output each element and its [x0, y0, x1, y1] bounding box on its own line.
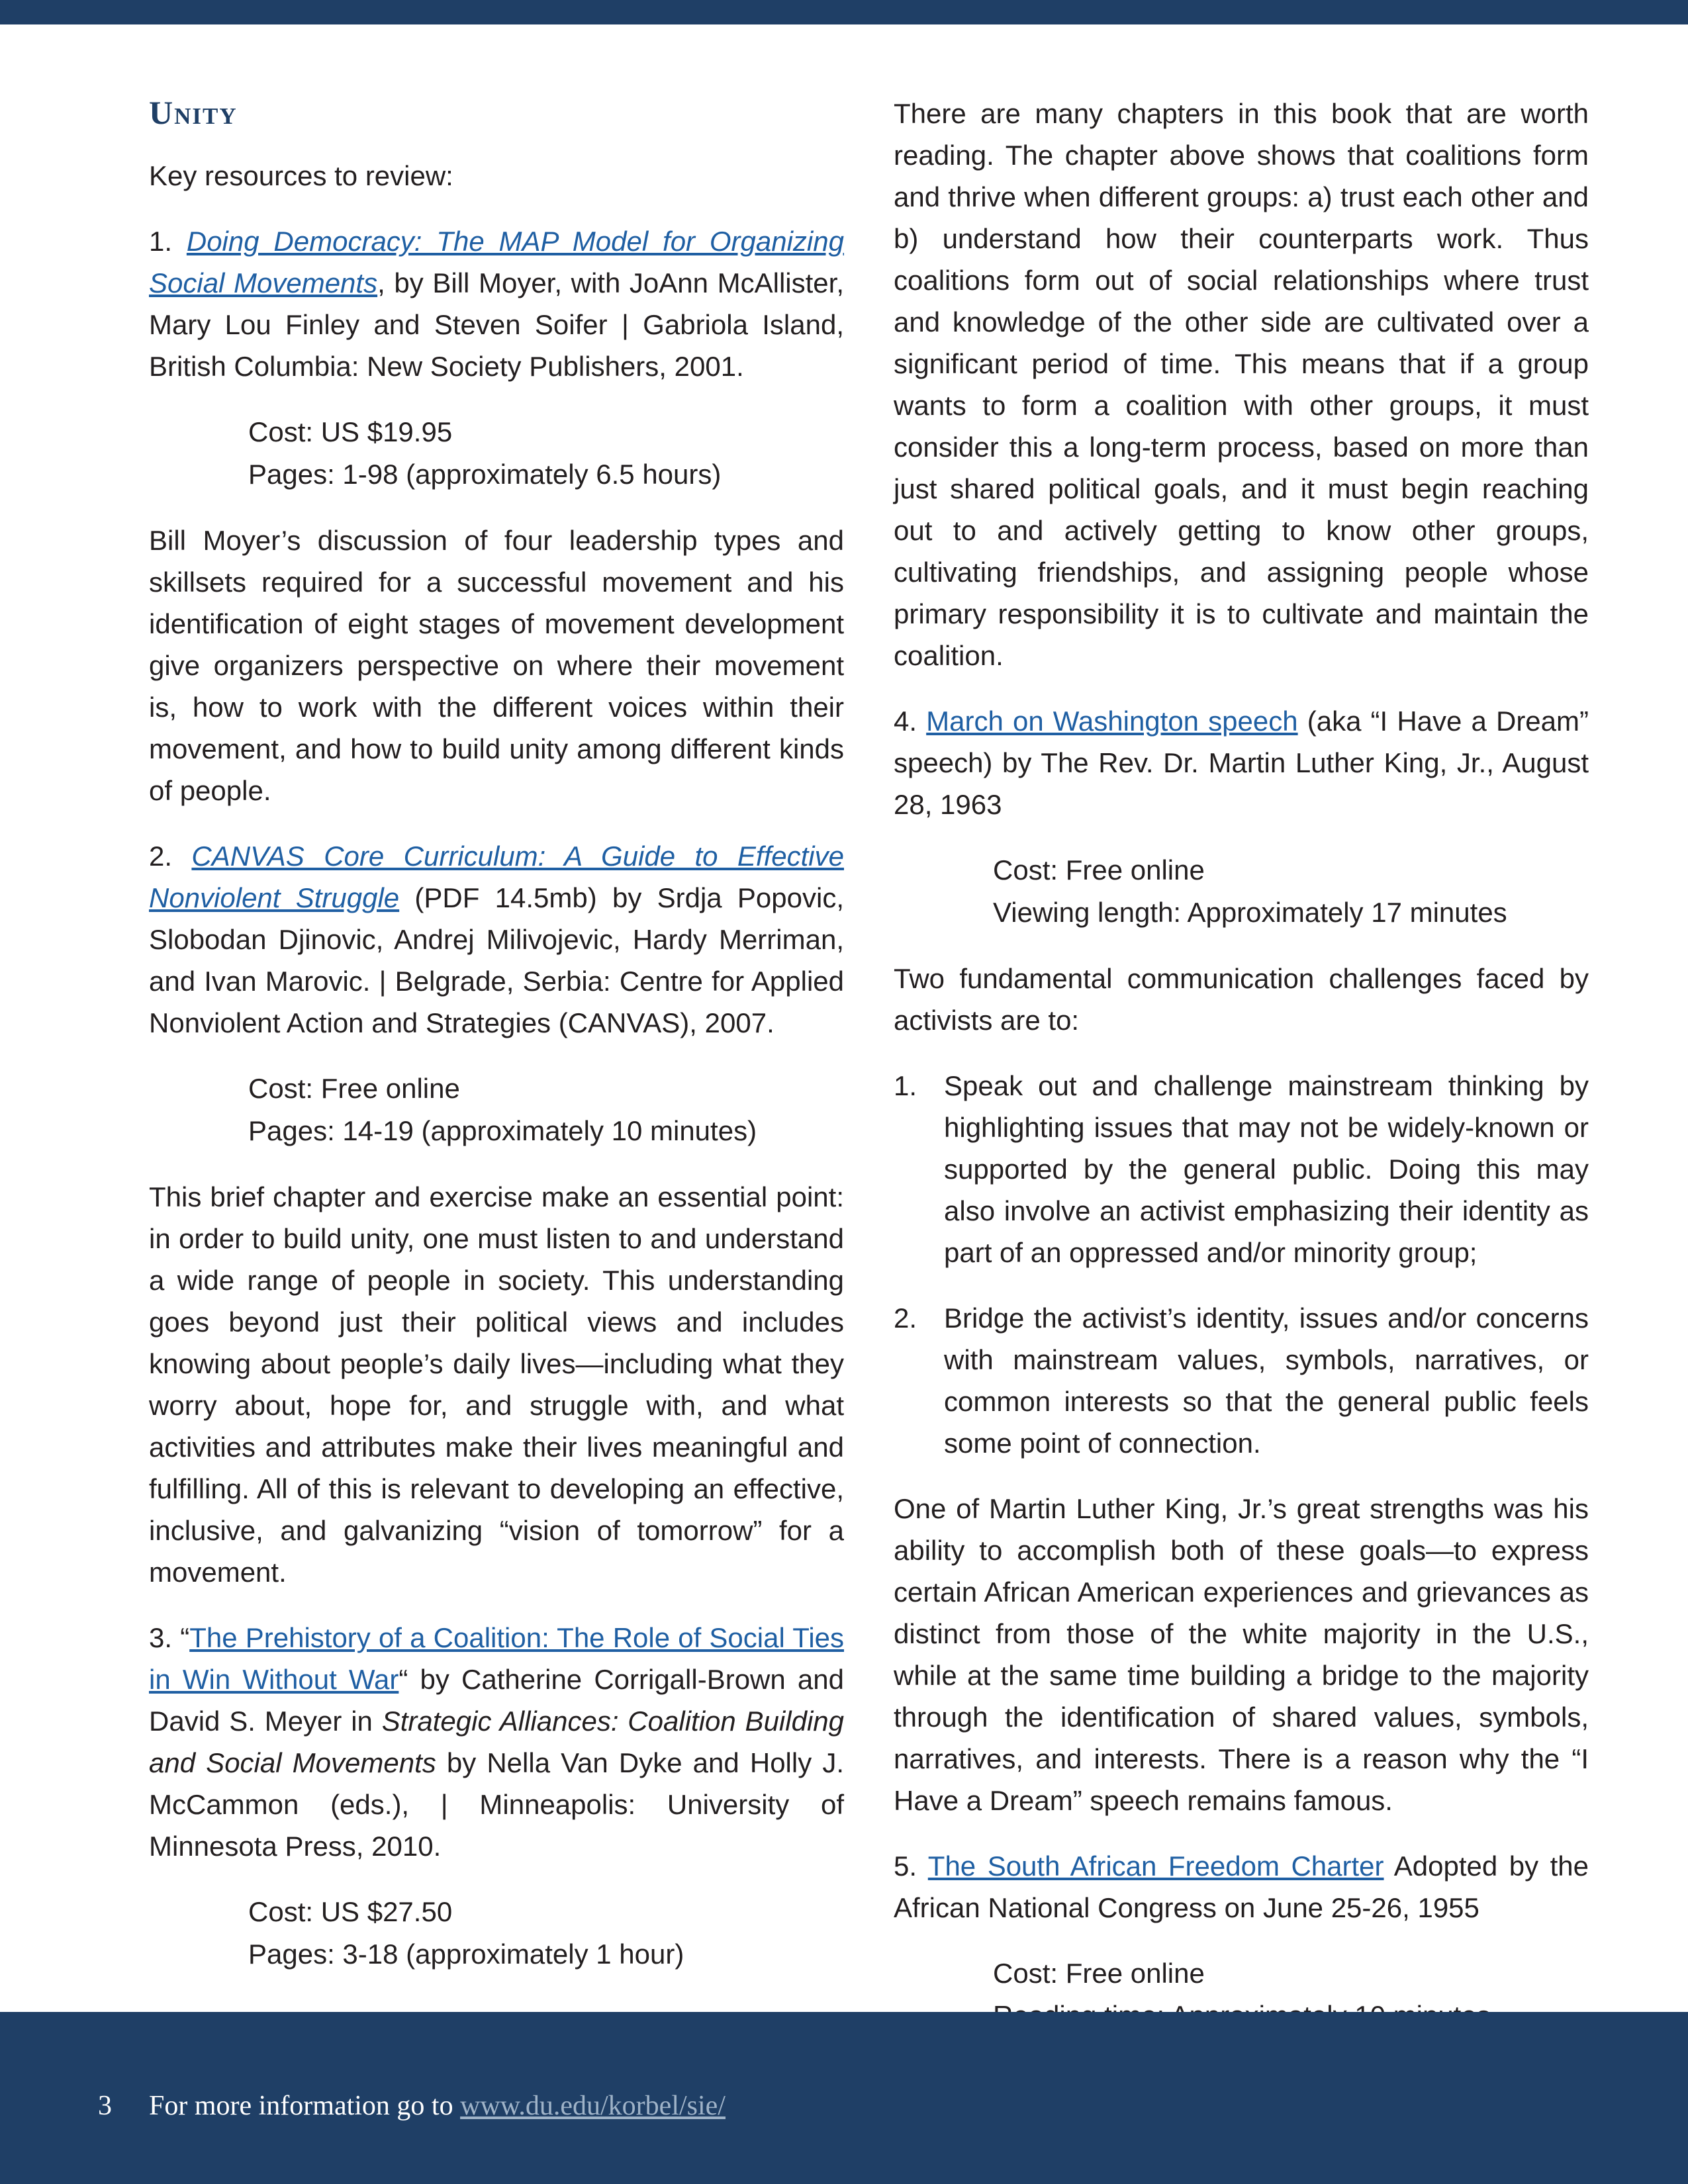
resource-4-number: 4.: [894, 705, 927, 737]
resource-5: [894, 1845, 1589, 1929]
resource-1-citation: , by Bill Moyer, with JoAnn McAllister, Mary Lou Finley and Steven Soifer | Gabriola Island, British Columbia: New Society Publishers, 2001.: [149, 267, 844, 382]
resource-5-citation: Adopted by the African National Congress on June 25-26, 1955: [894, 1850, 1589, 1923]
resource-3: [149, 1617, 844, 1867]
resource-5-cost: Cost: Free online: [993, 1958, 1205, 1989]
resource-2-citation: (PDF 14.5mb) by Srdja Popovic, Slobodan Djinovic, Andrej Milivojevic, Hardy Merriman, and Ivan Marovic. | Belgrade, Serbia: Centre for Applied Nonviolent Action and Strategies (CANVAS), 2007.: [149, 882, 845, 1038]
list-item-number: 2.: [894, 1302, 917, 1334]
resource-4-link[interactable]: March on Washington speech: [926, 705, 1298, 737]
resource-4-meta: [993, 849, 1589, 934]
resource-2-link[interactable]: CANVAS Core Curriculum: A Guide to Effective Nonviolent Struggle: [149, 841, 844, 913]
resource-3-cost: Cost: US $27.50: [248, 1896, 453, 1927]
resource-1: [149, 220, 844, 387]
resource-1-pages: Pages: 1-98 (approximately 6.5 hours): [248, 459, 722, 490]
resource-4: [894, 700, 1589, 825]
section-heading: Unity: [149, 94, 238, 131]
coalition-paragraph: There are many chapters in this book that are worth reading. The chapter above shows that coalitions form and thrive when different groups: a) trust each other and b) understand how their counterparts work. Thus coalitions form out of social relationships where trust and knowledge of the other side are cultivated over a significant period of time. This means that if a group wants to form a coalition with other groups, it must consider this a long-term process, based on more than just shared political goals, and it must begin reaching out to and actively getting to know other groups, cultivating friendships, and assigning people whose primary responsibility it is to cultivate and maintain the coalition.: [894, 98, 1589, 671]
list-item: [894, 1297, 1589, 1464]
resource-1-number: 1.: [149, 226, 187, 257]
resource-3-citation-end: by Nella Van Dyke and Holly J. McCammon (eds.), | Minneapolis: University of Minnesota Press, 2010.: [149, 1747, 844, 1862]
list-item-number: 1.: [894, 1070, 917, 1101]
resource-4-citation: (aka “I Have a Dream” speech) by The Rev. Dr. Martin Luther King, Jr., August 28, 1963: [894, 705, 1589, 820]
resource-2: [149, 835, 844, 1044]
list-item-text: Bridge the activist’s identity, issues and/or concerns with mainstream values, symbols, narratives, or common interests so that the general public feels some point of connection.: [944, 1302, 1589, 1459]
resource-5-link[interactable]: The South African Freedom Charter: [927, 1850, 1384, 1882]
resource-3-meta: [248, 1891, 844, 1976]
mlk-paragraph: One of Martin Luther King, Jr.’s great strengths was his ability to accomplish both of these goals—to express certain African American experiences and grievances as distinct from those of the white majority in the U.S., while at the same time building a bridge to the majority through the identification of shared values, symbols, narratives, and interests. There is a reason why the “I Have a Dream” speech remains famous.: [894, 1493, 1589, 1816]
resource-4-cost: Cost: Free online: [993, 854, 1205, 886]
list-item-text: Speak out and challenge mainstream thinking by highlighting issues that may not be widely-known or supported by the general public. Doing this may also involve an activist emphasizing their identity as part of an oppressed and/or minority group;: [944, 1070, 1589, 1268]
footer-info-text: For more information go to: [149, 2091, 461, 2121]
right-column: [894, 93, 1589, 2061]
challenges-intro: Two fundamental communication challenges faced by activists are to:: [894, 963, 1589, 1036]
resource-2-description: This brief chapter and exercise make an essential point: in order to build unity, one must listen to and understand a wide range of people in society. This understanding goes beyond just their political views and includes knowing about people’s daily lives—including what they worry about, hope for, and struggle with, and what activities and attributes make their lives meaningful and fulfilling. All of this is relevant to developing an effective, inclusive, and galvanizing “vision of tomorrow” for a movement.: [149, 1181, 844, 1588]
resource-1-description: Bill Moyer’s discussion of four leadership types and skillsets required for a successful movement and his identification of eight stages of movement development give organizers perspective on where their movement is, how to work with the different voices within their movement, and how to build unity among different kinds of people.: [149, 525, 844, 806]
footer-info: [149, 2090, 726, 2122]
intro-text: Key resources to review:: [149, 160, 453, 191]
top-bar: [0, 0, 1688, 24]
list-item: [894, 1065, 1589, 1273]
resource-3-book-title: Strategic Alliances: Coalition Building and Social Movements: [149, 1706, 845, 1778]
resource-3-pages: Pages: 3-18 (approximately 1 hour): [248, 1938, 684, 1970]
left-column: [149, 93, 844, 1999]
resource-1-cost: Cost: US $19.95: [248, 416, 453, 447]
resource-3-link[interactable]: The Prehistory of a Coalition: The Role of Social Ties in Win Without War: [149, 1622, 845, 1695]
resource-1-meta: [248, 411, 844, 496]
resource-2-pages: Pages: 14-19 (approximately 10 minutes): [248, 1115, 757, 1146]
footer-bar: [0, 2012, 1688, 2184]
page-number: 3: [98, 2091, 112, 2121]
resource-2-cost: Cost: Free online: [248, 1073, 460, 1104]
resource-1-link[interactable]: Doing Democracy: The MAP Model for Organizing Social Movements: [149, 226, 844, 298]
resource-3-citation: “ by Catherine Corrigall-Brown and David S. Meyer in: [149, 1664, 844, 1737]
resource-2-number: 2.: [149, 841, 192, 872]
resource-3-number: 3. “: [149, 1622, 190, 1653]
footer-website-link[interactable]: www.du.edu/korbel/sie/: [460, 2091, 726, 2121]
resource-4-length: Viewing length: Approximately 17 minutes: [993, 897, 1507, 928]
challenges-list: [894, 1065, 1589, 1464]
resource-2-meta: [248, 1068, 844, 1152]
resource-5-number: 5.: [894, 1850, 928, 1882]
